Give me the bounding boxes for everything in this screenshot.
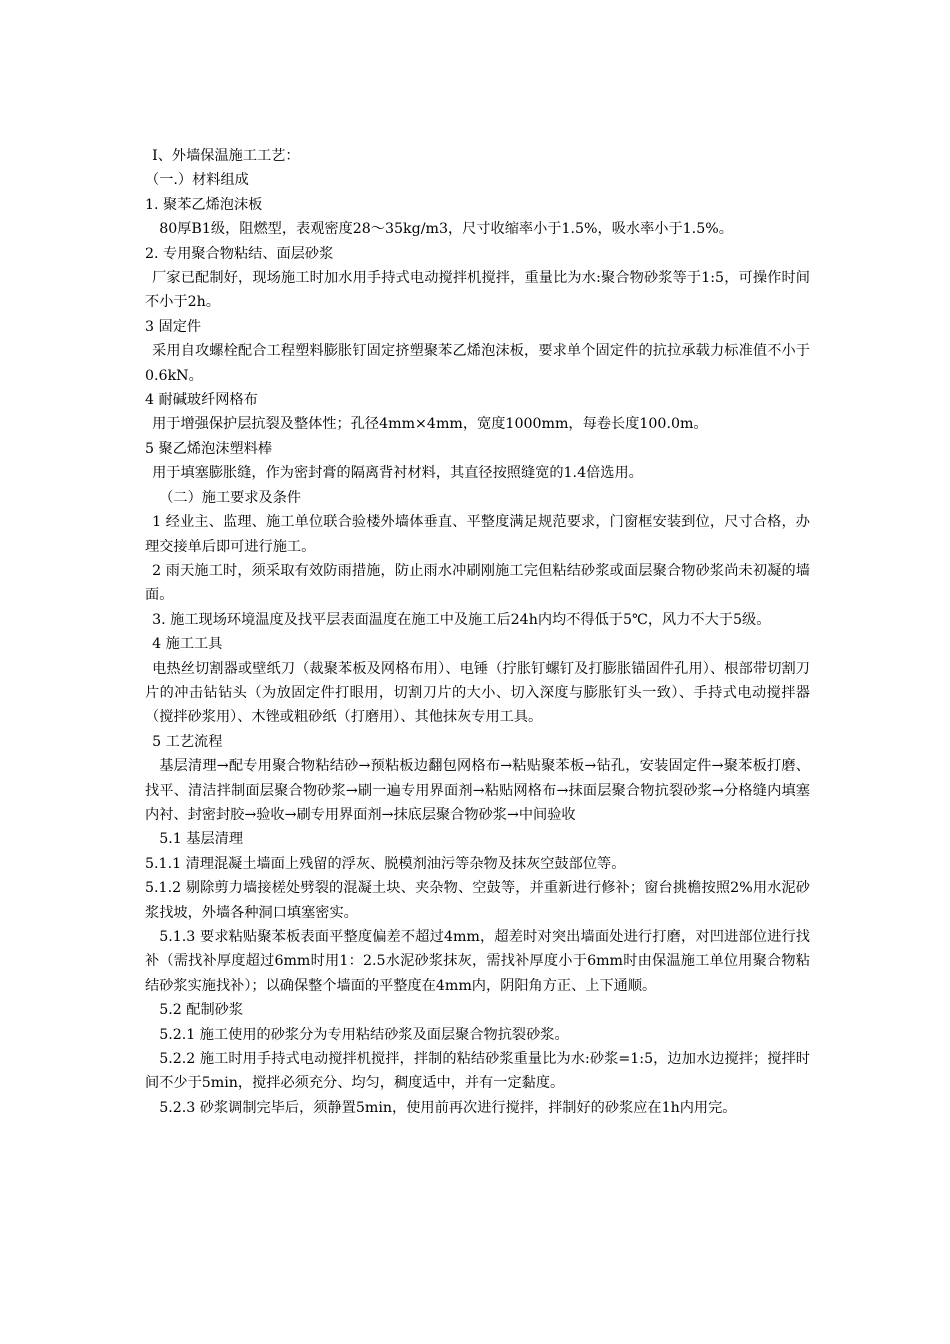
item-heading: 4 施工工具 (152, 636, 223, 653)
item-heading: 5 工艺流程 (152, 733, 223, 750)
paragraph: 5.1.2 剔除剪力墙接槎处劈裂的混凝土块、夹杂物、空鼓等，并重新进行修补；窗台挑檐按照2%用水泥砂浆找坡，外墙各种洞口填塞密实。 (145, 880, 810, 921)
paragraph: 5.2.2 施工时用手持式电动搅拌机搅拌，拌制的粘结砂浆重量比为水:砂浆=1:5，边加水边搅拌；搅拌时间不少于5min，搅拌必须充分、均匀，稠度适中，并有一定黏度。 (145, 1051, 810, 1092)
paragraph: 5.2.1 施工使用的砂浆分为专用粘结砂浆及面层聚合物抗裂砂浆。 (159, 1026, 569, 1043)
paragraph: 5.1.3 要求粘贴聚苯板表面平整度偏差不超过4mm，超差时对突出墙面处进行打磨，对凹进部位进行找补（需找补厚度超过6mm时用1：2.5水泥砂浆抹灰，需找补厚度小于6mm时由保温施工单位用聚合物粘结砂浆实施找补）；以确保整个墙面的平整度在4mm内，阴阳角方正、上下通顺。 (145, 929, 810, 994)
item-heading: 3 固定件 (145, 318, 202, 335)
item-heading: 5.1 基层清理 (159, 831, 244, 848)
subsection-heading: （二）施工要求及条件 (159, 489, 302, 506)
section-heading: Ⅰ、外墙保温施工工艺： (152, 148, 300, 164)
paragraph: 采用自攻螺栓配合工程塑料膨胀钉固定挤塑聚苯乙烯泡沫板，要求单个固定件的抗拉承载力标准值不小于0.6kN。 (145, 343, 810, 384)
paragraph: 厂家已配制好，现场施工时加水用手持式电动搅拌机搅拌，重量比为水:聚合物砂浆等于1:5，可操作时间不小于2h。 (145, 270, 810, 311)
item-heading: 4 耐碱玻纤网格布 (145, 392, 258, 409)
paragraph: 5.1.1 清理混凝土墙面上残留的浮灰、脱模剂油污等杂物及抹灰空鼓部位等。 (145, 855, 626, 872)
paragraph: 电热丝切割器或壁纸刀（裁聚苯板及网格布用）、电锤（拧胀钉螺钉及打膨胀锚固件孔用）、根部带切割刀片的冲击钻钻头（为放固定件打眼用，切割刀片的大小、切入深度与膨胀钉头一致）、手持式电动搅拌器（搅拌砂浆用）、木锉或粗砂纸（打磨用）、其他抹灰专用工具。 (145, 660, 810, 726)
paragraph: 2 雨天施工时，须采取有效防雨措施，防止雨水冲刷刚施工完但粘结砂浆或面层聚合物砂浆尚未初凝的墙面。 (145, 562, 810, 604)
subsection-heading: （一.）材料组成 (145, 172, 249, 189)
item-heading: 1. 聚苯乙烯泡沫板 (145, 196, 263, 213)
item-heading: 5.2 配制砂浆 (159, 1002, 244, 1019)
paragraph: 1 经业主、监理、施工单位联合验楼外墙体垂直、平整度满足规范要求，门窗框安装到位，尺寸合格，办理交接单后即可进行施工。 (145, 514, 810, 555)
paragraph: 5.2.3 砂浆调制完毕后，须静置5min，使用前再次进行搅拌，拌制好的砂浆应在1h内用完。 (159, 1099, 737, 1116)
paragraph: 用于填塞膨胀缝，作为密封膏的隔离背衬材料，其直径按照缝宽的1.4倍选用。 (152, 465, 643, 482)
item-heading: 5 聚乙烯泡沫塑料棒 (145, 440, 273, 457)
paragraph: 3. 施工现场环境温度及找平层表面温度在施工中及施工后24h内均不得低于5℃，风力不大于5级。 (152, 611, 771, 628)
document-body (145, 144, 810, 1120)
paragraph: 80厚B1级，阻燃型，表观密度28～35kg/m3，尺寸收缩率小于1.5%，吸水率小于1.5%。 (159, 221, 733, 238)
paragraph: 用于增强保护层抗裂及整体性；孔径4mm×4mm，宽度1000mm，每卷长度100.0m。 (152, 416, 708, 433)
paragraph: 基层清理→配专用聚合物粘结砂→预粘板边翻包网格布→粘贴聚苯板→钻孔，安装固定件→聚苯板打磨、找平、清洁拌制面层聚合物砂浆→刷一遍专用界面剂→粘贴网格布→抹面层聚合物抗裂砂浆→分格缝内填塞内衬、封密封胶→验收→刷专用界面剂→抹底层聚合物砂浆→中间验收 (145, 758, 810, 823)
item-heading: 2. 专用聚合物粘结、面层砂浆 (145, 245, 334, 262)
